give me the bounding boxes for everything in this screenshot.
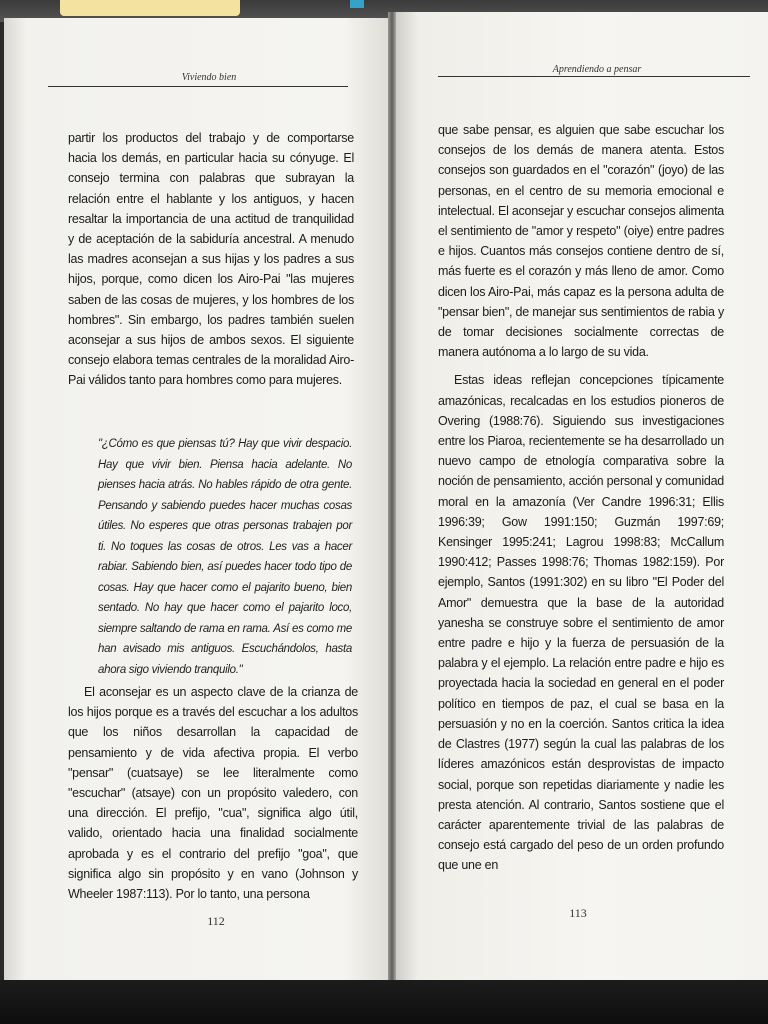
left-body-text-2 — [68, 682, 358, 904]
bookmark-ribbon — [350, 0, 364, 8]
right-page-number: 113 — [569, 906, 587, 920]
consejo-quote: "¿Cómo es que piensas tú? Hay que vivir despacio. Hay que vivir bien. Piensa hacia adelante. No pienses hacia atrás. No hables rápido de otra gente. Pensando y sabiendo puedes hacer muchas cosas útiles. No esperes que otras personas trabajen por ti. No toques las cosas de otros. Les vas a hacer rabiar. Sabiendo bien, así puedes hacer todo tipo de cosas. Hay que hacer como el pajarito bueno, bien sentado. No hay que hacer como el pajarito loco, siempre saltando de rama en rama. Así es como me han avisado mis antiguos. Escuchándolos, hasta ahora sigo viviendo tranquilo." — [98, 438, 352, 676]
left-body-text — [68, 128, 354, 391]
sticky-note-tab — [60, 0, 240, 16]
right-header-rule — [438, 76, 750, 77]
left-header-rule — [48, 86, 348, 87]
scanner-bottom-edge — [0, 980, 768, 1024]
right-paragraph-1: que sabe pensar, es alguien que sabe escuchar los consejos de los demás de manera atenta. Estos consejos son guardados en el "corazón" (joyo) de las personas, en el centro de su memoria emocional e intelectual. El aconsejar y escuchar consejos alimenta el sentimiento de "amor y respeto" (oiye) entre padres e hijos. Cuantos más consejos contiene dentro de sí, más fuerte es el corazón y más lleno de amor. Como dicen los Airo-Pai, más capaz es la persona adulta de "pensar bien", de manejar sus sentimientos de rabia y de tomar decisiones socialmente correctas de manera autónoma a lo largo de su vida. — [438, 123, 724, 360]
right-page — [392, 12, 768, 980]
left-running-head: Viviendo bien — [181, 72, 237, 83]
left-page — [4, 18, 390, 984]
right-paragraph-2: Estas ideas reflejan concepciones típicamente amazónicas, recalcadas en los estudios pioneros de Overing (1988:76). Siguiendo sus investigaciones entre los Piaroa, recientemente se ha desarrollado un nuevo campo de etnología comparativa sobre la noción de pensamiento, acción personal y comunidad moral en la amazonía (Ver Candre 1996:31; Ellis 1996:39; Gow 1991:150; Guzmán 1997:69; Kensinger 1995:241; Lagrou 1998:83; McCallum 1990:412; Passes 1998:76; Thomas 1982:159). Por ejemplo, Santos (1991:302) en su libro "El Poder del Amor" demuestra que la base de la autoridad yanesha se construye sobre el sentimiento de amor entre padre e hijo y la fuerza de persuasión de la palabra y el ejemplo. La relación entre padre e hijo es proyectada hacia la sociedad en general en el poder político en tiempos de paz, el cual se basa en la persuasión y no en la coerción. Santos critica la idea de Clastres (1977) según la cual las palabras de los líderes amazónicos están desprovistas de impacto social, porque son repetidas diariamente y nadie les presta atención. Al contrario, Santos sostiene que el carácter aparentemente trivial de las palabras de consejo está cargado del peso de un orden profundo que une en — [438, 373, 724, 873]
left-paragraph-1: partir los productos del trabajo y de comportarse hacia los demás, en particular hacia su cónyuge. El consejo termina con palabras que subrayan la relación entre el hablante y los antiguos, y hacen resaltar la importancia de una actitud de tranquilidad y de aceptación de la sabiduría ancestral. A menudo las madres aconsejan a sus hijas y los padres a sus hijos, porque, como dicen los Airo-Pai "las mujeres saben de las cosas de mujeres, y los hombres de los hombres". Sin embargo, los padres también suelen aconsejar a sus hijos de ambos sexos. El siguiente consejo elabora temas centrales de la moralidad Airo-Pai válidos tanto para hombres como para mujeres. — [68, 131, 354, 388]
right-body-text — [438, 120, 724, 876]
right-running-head: Aprendiendo a pensar — [552, 64, 642, 75]
left-page-number: 112 — [207, 914, 225, 928]
book-gutter — [388, 12, 396, 982]
left-paragraph-2: El aconsejar es un aspecto clave de la crianza de los hijos porque es a través del escuchar a los adultos que los niños desarrollan la capacidad de pensamiento y de vida afectiva propia. El verbo "pensar" (cuatsaye) se lee literalmente como "escuchar" (atsaye) con un propósito valedero, con una dirección. El prefijo, "cua", significa algo útil, valido, orientado hacia una finalidad socialmente aprobada y es el contrario del prefijo "goa", que significa algo sin propósito y en vano (Johnson y Wheeler 1987:113). Por lo tanto, una persona — [68, 685, 358, 902]
